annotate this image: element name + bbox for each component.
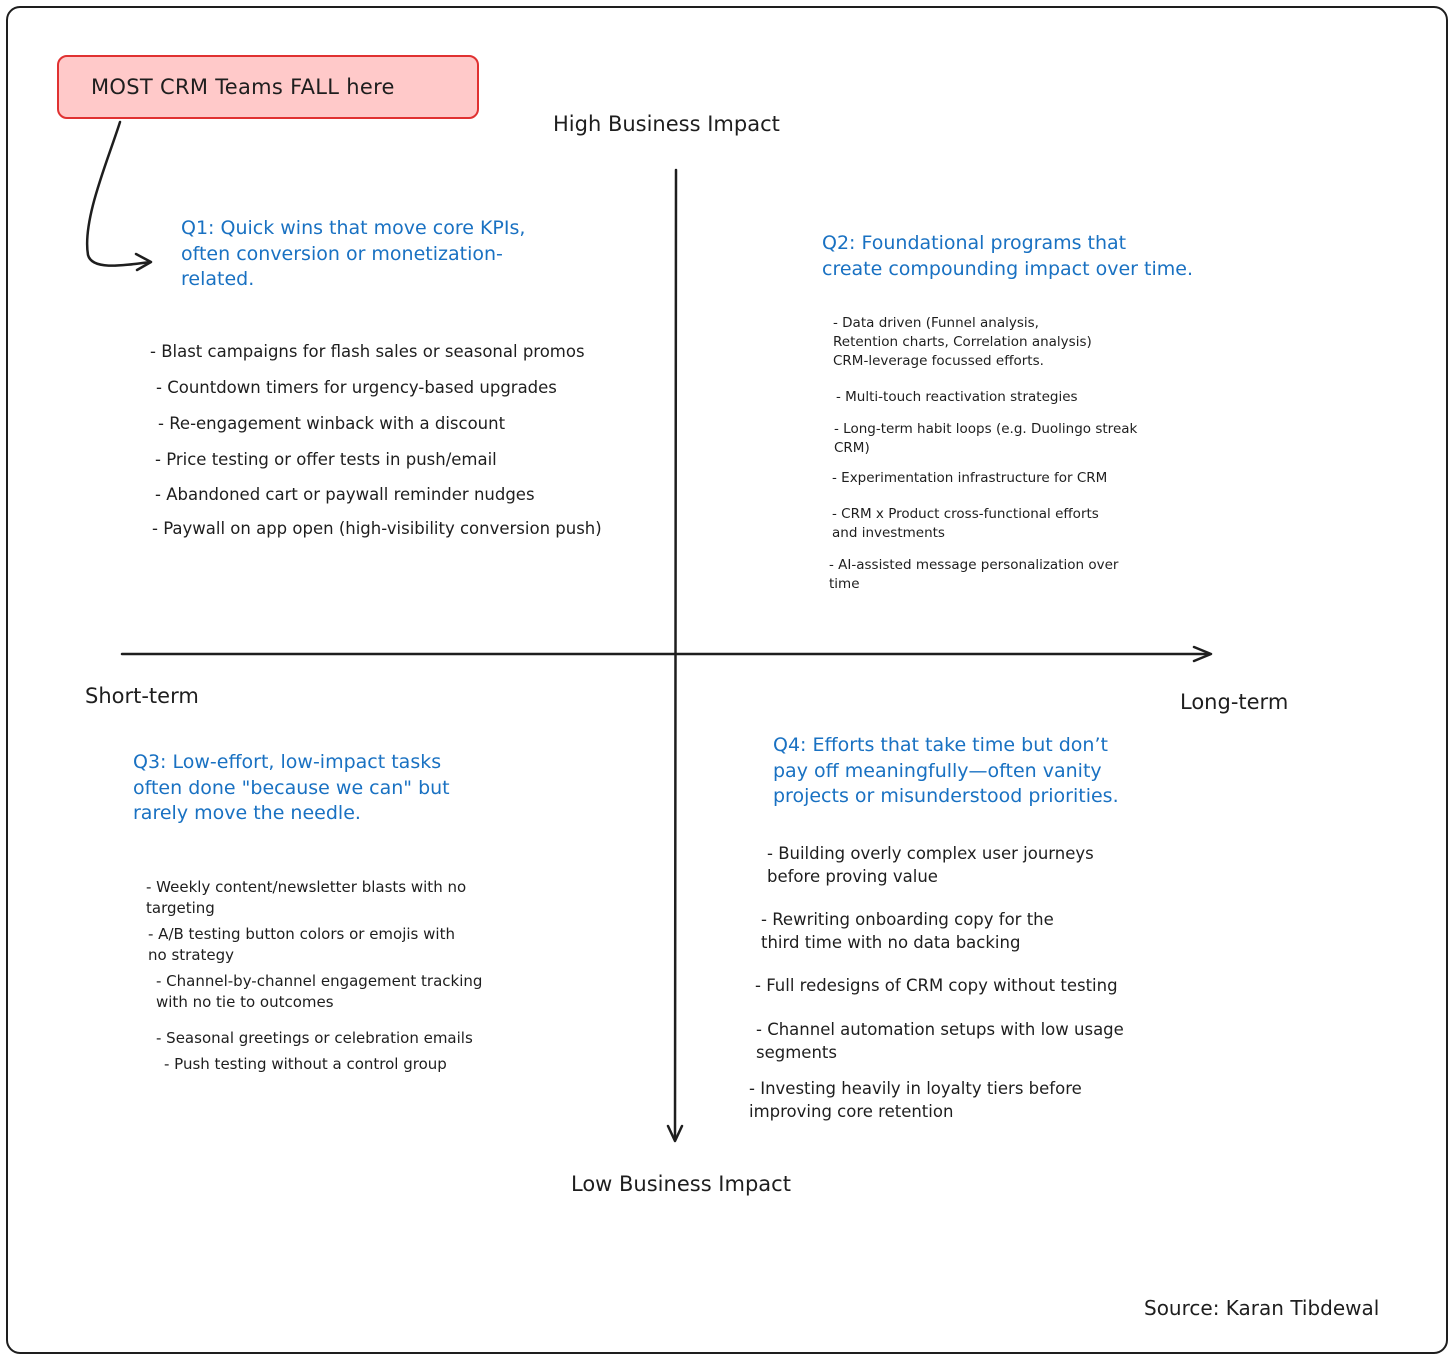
q2-item: - AI-assisted message personalization over time <box>829 557 1119 592</box>
axis-label-bottom: Low Business Impact <box>571 1172 791 1196</box>
q2-title: Q2: Foundational programs that create compounding impact over time. <box>822 232 1193 280</box>
source-credit: Source: Karan Tibdewal <box>1144 1296 1380 1320</box>
axis-label-right: Long-term <box>1180 690 1289 714</box>
q1-item: - Re-engagement winback with a discount <box>158 414 506 433</box>
q2-item: - Experimentation infrastructure for CRM <box>832 470 1108 486</box>
q3-item: - Seasonal greetings or celebration emails <box>156 1029 473 1047</box>
q4-item: - Full redesigns of CRM copy without testing <box>755 976 1118 995</box>
callout-arrow <box>87 122 150 266</box>
q1-item: - Price testing or offer tests in push/email <box>155 450 497 469</box>
q1-item: - Countdown timers for urgency-based upgrades <box>156 378 557 397</box>
q1-item: - Abandoned cart or paywall reminder nudges <box>155 485 535 504</box>
horizontal-axis <box>122 654 1210 655</box>
q3-item: - Weekly content/newsletter blasts with no targeting <box>146 878 467 917</box>
callout-text: MOST CRM Teams FALL here <box>91 75 395 99</box>
q1-item: - Blast campaigns for flash sales or seasonal promos <box>150 342 585 361</box>
q3-item: - Channel-by-channel engagement tracking with no tie to outcomes <box>156 972 483 1011</box>
axis-label-left: Short-term <box>85 684 199 708</box>
q4-title: Q4: Efforts that take time but don’t pay off meaningfully—often vanity projects or misunderstood priorities. <box>773 734 1119 807</box>
q2-item: - Data driven (Funnel analysis, Retention charts, Correlation analysis) CRM-leverage focussed efforts. <box>833 315 1092 369</box>
q2-item: - Multi-touch reactivation strategies <box>836 389 1078 405</box>
q3-item: - A/B testing button colors or emojis with no strategy <box>148 925 455 964</box>
q1-title: Q1: Quick wins that move core KPIs, often conversion or monetization- related. <box>181 217 526 290</box>
q4-item: - Channel automation setups with low usage segments <box>756 1020 1124 1062</box>
q1-item: - Paywall on app open (high-visibility conversion push) <box>152 519 602 538</box>
q3-title: Q3: Low-effort, low-impact tasks often done "because we can" but rarely move the needle. <box>133 751 450 824</box>
q3-item: - Push testing without a control group <box>164 1055 447 1073</box>
q4-item: - Investing heavily in loyalty tiers before improving core retention <box>749 1079 1082 1121</box>
axis-label-top: High Business Impact <box>553 112 780 136</box>
q4-item: - Building overly complex user journeys before proving value <box>767 844 1094 886</box>
q2-item: - CRM x Product cross-functional efforts and investments <box>832 506 1099 541</box>
q2-item: - Long-term habit loops (e.g. Duolingo streak CRM) <box>834 421 1138 456</box>
q4-item: - Rewriting onboarding copy for the third time with no data backing <box>761 910 1054 952</box>
callout-box <box>57 55 479 119</box>
